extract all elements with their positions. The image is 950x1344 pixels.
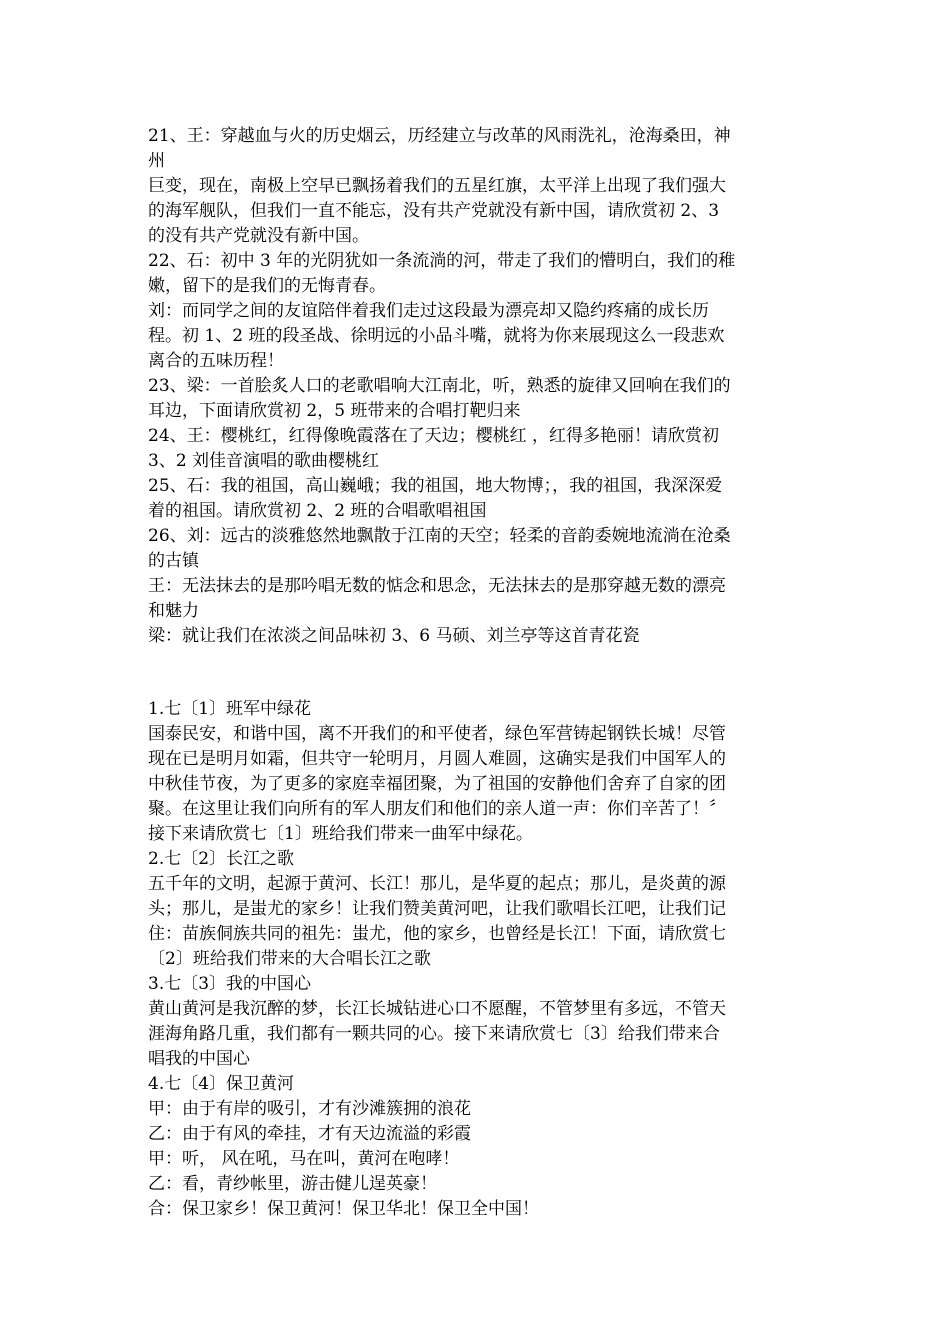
document-body <box>148 124 808 1222</box>
program-heading: 1.七〔1〕班军中绿花 <box>148 699 312 719</box>
text-line: 甲：由于有岸的吸引，才有沙滩簇拥的浪花 <box>148 1099 471 1119</box>
text-line: 3、2 刘佳音演唱的歌曲樱桃红 <box>148 451 380 471</box>
text-line: 耳边，下面请欣赏初 2，5 班带来的合唱打靶归来 <box>148 401 521 421</box>
script-section-2 <box>148 697 808 1222</box>
text-line: 的古镇 <box>148 551 199 571</box>
text-line: 梁：就让我们在浓淡之间品味初 3、6 马硕、刘兰亭等这首青花瓷 <box>148 626 640 646</box>
text-line: 接下来请欣赏七〔1〕班给我们带来一曲军中绿花。 <box>148 824 533 844</box>
text-line: 现在已是明月如霜，但共守一轮明月，月圆人难圆，这确实是我们中国军人的 <box>148 749 726 769</box>
text-line: 乙：看，青纱帐里，游击健儿逞英豪！ <box>148 1174 437 1194</box>
text-line: 24、王：樱桃红，红得像晚霞落在了天边；樱桃红 ，红得多艳丽！请欣赏初 <box>148 426 720 446</box>
text-line: 聚。在这里让我们向所有的军人朋友们和他们的亲人道一声：你们辛苦了！〞 <box>148 799 726 819</box>
text-line: 头；那儿，是蚩尤的家乡！让我们赞美黄河吧，让我们歌唱长江吧，让我们记 <box>148 899 726 919</box>
text-line: 25、石：我的祖国，高山巍峨；我的祖国，地大物博；，我的祖国，我深深爱 <box>148 476 723 496</box>
text-line: 住：苗族侗族共同的祖先：蚩尤，他的家乡，也曾经是长江！下面，请欣赏七 <box>148 924 726 944</box>
text-line: 乙：由于有风的牵挂，才有天边流溢的彩霞 <box>148 1124 471 1144</box>
text-line: 26、刘：远古的淡雅悠然地飘散于江南的天空；轻柔的音韵委婉地流淌在沧桑 <box>148 526 731 546</box>
text-line: 巨变，现在，南极上空早已飘扬着我们的五星红旗，太平洋上出现了我们强大 <box>148 176 726 196</box>
section-gap <box>148 649 808 697</box>
text-line: 离合的五味历程！ <box>148 351 284 371</box>
text-line: 涯海角路几重，我们都有一颗共同的心。接下来请欣赏七〔3〕给我们带来合 <box>148 1024 720 1044</box>
text-line: 和魅力 <box>148 601 199 621</box>
text-line: 的没有共产党就没有新中国。 <box>148 226 369 246</box>
text-line: 王：无法抹去的是那吟唱无数的惦念和思念，无法抹去的是那穿越无数的漂亮 <box>148 576 726 596</box>
text-line: 的海军舰队，但我们一直不能忘，没有共产党就没有新中国，请欣赏初 2、3 <box>148 201 720 221</box>
program-heading: 3.七〔3〕我的中国心 <box>148 974 312 994</box>
text-line: 中秋佳节夜，为了更多的家庭幸福团聚，为了祖国的安静他们舍弃了自家的团 <box>148 774 726 794</box>
text-line: 程。初 1、2 班的段圣战、徐明远的小品斗嘴，就将为你来展现这么一段悲欢 <box>148 326 725 346</box>
text-line: 合：保卫家乡！保卫黄河！保卫华北！保卫全中国！ <box>148 1199 539 1219</box>
program-heading: 4.七〔4〕保卫黄河 <box>148 1074 295 1094</box>
text-line: 唱我的中国心 <box>148 1049 250 1069</box>
text-line: 22、石：初中 3 年的光阴犹如一条流淌的河，带走了我们的懵明白，我们的稚 <box>148 251 736 271</box>
text-line: 甲：听， 风在吼，马在叫，黄河在咆哮！ <box>148 1149 460 1169</box>
text-line: 州 <box>148 151 165 171</box>
text-line: 刘：而同学之间的友谊陪伴着我们走过这段最为漂亮却又隐约疼痛的成长历 <box>148 301 709 321</box>
text-line: 23、梁：一首脍炙人口的老歌唱响大江南北，听，熟悉的旋律又回响在我们的 <box>148 376 731 396</box>
text-line: 国泰民安，和谐中国，离不开我们的和平使者，绿色军营铸起钢铁长城！尽管 <box>148 724 726 744</box>
text-line: 嫩，留下的是我们的无悔青春。 <box>148 276 386 296</box>
text-line: 21、王：穿越血与火的历史烟云，历经建立与改革的风雨洗礼，沧海桑田，神 <box>148 126 731 146</box>
text-line: 黄山黄河是我沉醉的梦，长江长城钻进心口不愿醒，不管梦里有多远，不管天 <box>148 999 726 1019</box>
text-line: 着的祖国。请欣赏初 2、2 班的合唱歌唱祖国 <box>148 501 487 521</box>
text-line: 〔2〕班给我们带来的大合唱长江之歌 <box>148 949 431 969</box>
program-heading: 2.七〔2〕长江之歌 <box>148 849 295 869</box>
text-line: 五千年的文明，起源于黄河、长江！那儿，是华夏的起点；那儿，是炎黄的源 <box>148 874 726 894</box>
script-section-1 <box>148 124 808 649</box>
